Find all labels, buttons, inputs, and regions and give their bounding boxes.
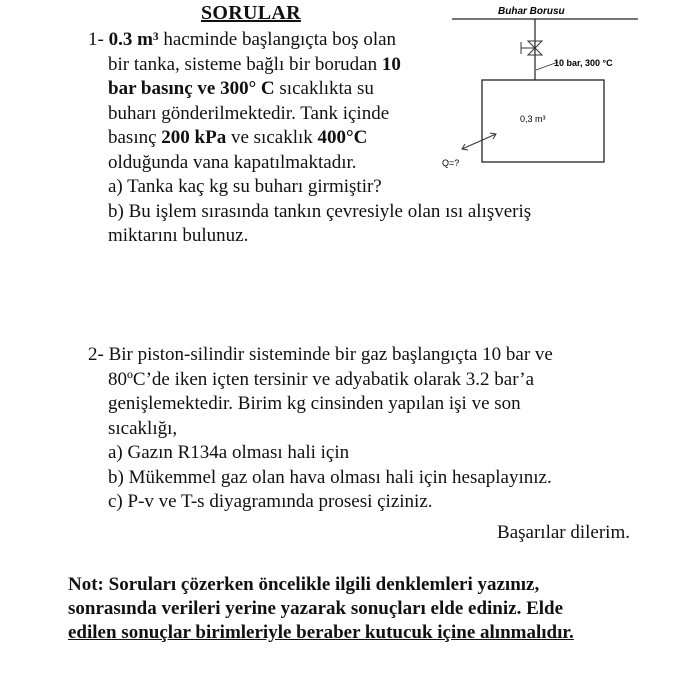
pipe-label: Buhar Borusu [498, 6, 565, 17]
q2-line-4: sıcaklığı, [108, 417, 178, 439]
q2-line-1: 2- Bir piston-silindir sisteminde bir gaz başlangıçta 10 bar ve [88, 344, 553, 365]
note-line-3: edilen sonuçlar birimleriyle beraber kutucuk içine alınmalıdır. [68, 622, 574, 643]
q1-line-2: bir tanka, sisteme bağlı bir borudan 10 [108, 53, 401, 75]
heat-label: Q=? [442, 158, 460, 168]
q1-line-3: bar basınç ve 300° C sıcaklıkta su [108, 78, 374, 99]
q2-line-2: 80ºC’de iken içten tersinir ve adyabatik olarak 3.2 bar’a [108, 368, 535, 390]
page-title: SORULAR [201, 2, 301, 24]
question-1 [88, 28, 438, 175]
q1-part-b-line-2: miktarını bulunuz. [108, 225, 249, 246]
q1-part-a: a) Tanka kaç kg su buharı girmiştir? [108, 176, 382, 197]
question-2 [88, 343, 648, 515]
inlet-condition-label: 10 bar, 300 °C [554, 58, 613, 68]
q2-part-b: b) Mükemmel gaz olan hava olması hali için hesaplayınız. [108, 466, 552, 488]
q1-line-5: basınç 200 kPa ve sıcaklık 400°C [108, 127, 368, 148]
q1-part-b-line-1: b) Bu işlem sırasında tankın çevresiyle olan ısı alışveriş [108, 200, 532, 222]
question-1-parts [108, 175, 636, 249]
valve-icon [521, 41, 542, 55]
note-block [68, 573, 636, 645]
q1-line-1: 1- 0.3 m³ hacminde başlangıçta boş olan [88, 29, 397, 50]
note-line-2: sonrasında verileri yerine yazarak sonuçları elde ediniz. Elde [68, 598, 564, 619]
q2-part-c: c) P-v ve T-s diyagramında prosesi çiziniz. [108, 491, 433, 512]
q1-line-6: olduğunda vana kapatılmaktadır. [108, 151, 357, 173]
heat-arrow-icon [462, 133, 496, 150]
q2-part-a: a) Gazın R134a olması hali için [108, 442, 350, 463]
tank-diagram [440, 0, 650, 170]
q1-line-4: buharı gönderilmektedir. Tank içinde [108, 102, 390, 124]
note-line-1: Not: Soruları çözerken öncelikle ilgili denklemleri yazınız, [68, 574, 540, 595]
closing-remark: Başarılar dilerim. [497, 522, 630, 543]
q2-line-3: genişlemektedir. Birim kg cinsinden yapılan işi ve son [108, 393, 521, 414]
tank-volume-label: 0,3 m³ [520, 114, 546, 124]
